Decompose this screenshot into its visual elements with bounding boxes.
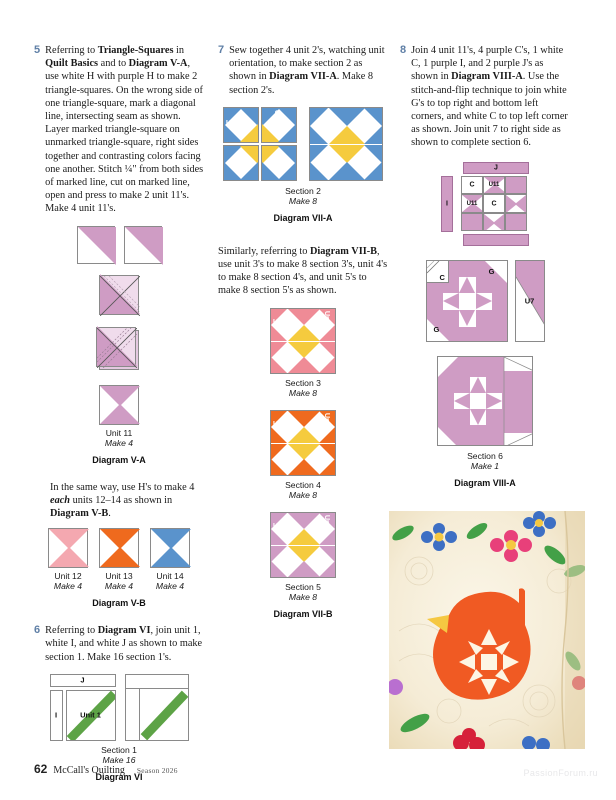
page-number: 62 bbox=[34, 762, 48, 776]
patch-c-label-1: C bbox=[469, 181, 475, 189]
viib-section-3-caption bbox=[218, 378, 388, 398]
viib-section-5 bbox=[218, 512, 388, 578]
section-4-block bbox=[270, 410, 336, 476]
va-triangle-square-pair bbox=[34, 226, 204, 264]
watermark: PassionForum.ru bbox=[523, 768, 598, 778]
patch-i-left-label: I bbox=[446, 200, 448, 208]
hourglass-unit-14 bbox=[150, 528, 190, 568]
yellow-triangle-m7 bbox=[347, 145, 365, 163]
vb-unit-13-make: Make 4 bbox=[104, 581, 134, 592]
diagram-v-b-intro: In the same way, use H's to make 4 each units 12–14 as shown in Diagram V-B. bbox=[50, 481, 195, 520]
viia-caption-unit: Section 2 bbox=[285, 185, 321, 196]
purple-triangle-b1 bbox=[271, 561, 287, 577]
purple-triangle-m8 bbox=[319, 546, 335, 562]
viiia-title: Diagram VIII-A bbox=[454, 477, 516, 488]
point-triangle bbox=[459, 277, 475, 293]
vb-unit-13-label: Unit 13 bbox=[105, 571, 133, 582]
orange-triangle-t3 bbox=[304, 411, 320, 427]
unit-1-label: Unit 1 bbox=[80, 710, 101, 720]
yellow-triangle-m7 bbox=[304, 444, 320, 460]
patch-purple-1 bbox=[505, 176, 527, 195]
triangle-square-unmarked bbox=[77, 226, 115, 264]
column-right bbox=[400, 44, 570, 488]
vb-unit-13-caption bbox=[99, 571, 139, 591]
step-5-number: 5 bbox=[34, 44, 41, 56]
orange-triangle-m8 bbox=[319, 444, 335, 460]
purple-triangle-m5 bbox=[271, 546, 287, 562]
column-left bbox=[34, 44, 204, 782]
unit-11-hourglass-left bbox=[461, 194, 483, 213]
step-8 bbox=[400, 44, 570, 150]
step-6-number: 6 bbox=[34, 624, 41, 637]
blue-triangle-bottom bbox=[151, 547, 191, 567]
pink-triangle-m1 bbox=[271, 325, 287, 341]
patch-j bbox=[50, 674, 116, 687]
blue-triangle-br bbox=[278, 162, 296, 180]
viia-layout bbox=[218, 107, 388, 181]
column-middle bbox=[218, 44, 388, 619]
step-6-text: Referring to Diagram VI, join unit 1, white I, and white J as shown to make section 1. Make 16 section 1's. bbox=[45, 625, 203, 663]
unit-4-label-b: Unit 4 bbox=[323, 412, 330, 433]
vb-unit-14 bbox=[150, 528, 190, 591]
purple-triangle-top bbox=[100, 386, 140, 406]
blue-triangle-b3 bbox=[347, 162, 365, 180]
step-5-text: Referring to Triangle-Squares in Quilt Basics and to Diagram V-A, use white H with purple H to make 2 triangle-squares. On the wrong side of one triangle-square, mark a diagonal line, intersecting seam as shown. Layer marked triangle-square on unmarked triangle-square, right sides together and contrasting colors facing one another. Stitch ¼" from both sides of marked line, cut on marked line, open and press to make 2 unit 11's. Make 4 unit 11's. bbox=[45, 45, 204, 215]
unit-2-patch-tr bbox=[261, 107, 297, 143]
yellow-triangle-m6 bbox=[288, 546, 304, 562]
section-3-caption-make: Make 8 bbox=[288, 387, 318, 398]
blue-triangle-m8 bbox=[364, 145, 382, 163]
point-triangle bbox=[486, 393, 502, 409]
viib-title: Diagram VII-B bbox=[273, 608, 333, 619]
vb-unit-14-make: Make 4 bbox=[155, 581, 185, 592]
flip-corner-g-top-label: G bbox=[488, 266, 495, 276]
section-5-caption-make: Make 8 bbox=[288, 591, 318, 602]
point-triangle bbox=[476, 293, 492, 309]
star-point-right bbox=[476, 293, 493, 310]
viib-section-3 bbox=[218, 308, 388, 374]
viiia-caption bbox=[400, 451, 570, 471]
viia-title: Diagram VII-A bbox=[273, 212, 333, 223]
star-point-bottom bbox=[459, 310, 476, 327]
viib-section-4 bbox=[218, 410, 388, 476]
point-triangle bbox=[454, 393, 470, 409]
step-5 bbox=[34, 44, 204, 216]
section-3-block bbox=[270, 308, 336, 374]
unit-2-label-tl: Unit 2 bbox=[226, 119, 246, 127]
section-5-block bbox=[270, 512, 336, 578]
vb-unit-14-caption bbox=[150, 571, 190, 591]
yellow-triangle-m3 bbox=[304, 529, 320, 545]
vb-unit-12-make: Make 4 bbox=[53, 581, 83, 592]
viia-exploded bbox=[223, 107, 297, 181]
blue-triangle-m4 bbox=[364, 126, 382, 144]
step-6 bbox=[34, 624, 204, 664]
orange-triangle-m5 bbox=[271, 444, 287, 460]
purple-triangle bbox=[125, 227, 163, 265]
purple-triangle bbox=[78, 227, 116, 265]
yellow-triangle-m7 bbox=[304, 546, 320, 562]
step-7 bbox=[218, 44, 388, 97]
vb-unit-12 bbox=[48, 528, 88, 591]
unit-11-hourglass-top bbox=[483, 176, 505, 195]
blue-triangle-b1 bbox=[310, 162, 328, 180]
quilt-photo-illustration bbox=[389, 511, 585, 749]
vb-unit-13 bbox=[99, 528, 139, 591]
yellow-triangle-m7 bbox=[304, 342, 320, 358]
stitch-lines-icon bbox=[97, 328, 137, 368]
purple-triangle-right bbox=[515, 195, 526, 213]
vb-unit-14-label: Unit 14 bbox=[156, 571, 184, 582]
unit-3-label-b: Unit 3 bbox=[323, 310, 330, 331]
magazine-title: McCall's Quilting bbox=[53, 765, 125, 776]
vi-assembled bbox=[125, 674, 189, 741]
yellow-triangle-m2 bbox=[288, 325, 304, 341]
patch-c-white-2 bbox=[483, 194, 505, 213]
viiia-stage-exploded bbox=[400, 162, 570, 246]
unit-2-patch-br bbox=[261, 145, 297, 181]
viiia-nine-patch bbox=[461, 176, 527, 232]
blue-triangle-br bbox=[240, 162, 258, 180]
step-8-number: 8 bbox=[400, 44, 407, 56]
green-stem-icon bbox=[126, 675, 189, 741]
va-caption-unit: Unit 11 bbox=[105, 427, 133, 438]
blue-triangle-br bbox=[278, 124, 296, 142]
vb-units-row bbox=[34, 528, 204, 591]
viiia-stage-final bbox=[400, 356, 570, 488]
orange-triangle-m1 bbox=[271, 427, 287, 443]
unit-7-strip bbox=[515, 260, 545, 342]
hourglass-unit-13 bbox=[99, 528, 139, 568]
patch-c-label-2: C bbox=[491, 200, 497, 208]
star-point-left bbox=[443, 293, 460, 310]
orange-triangle-top bbox=[100, 529, 140, 549]
pink-triangle-b4 bbox=[319, 357, 335, 373]
issue-season: Season 2026 bbox=[136, 766, 178, 775]
purple-triangle-m1 bbox=[271, 529, 287, 545]
va-unit-11-result bbox=[34, 385, 204, 425]
viiia-stage-star bbox=[400, 260, 570, 342]
patch-c-white-1 bbox=[461, 176, 483, 195]
viib-section-5-caption bbox=[218, 582, 388, 602]
star-center bbox=[470, 393, 486, 409]
va-caption bbox=[34, 428, 204, 448]
blue-triangle-b2 bbox=[329, 162, 347, 180]
viib-section-4-caption bbox=[218, 480, 388, 500]
flip-corner-c-label: C bbox=[439, 272, 445, 282]
blue-triangle-top bbox=[151, 529, 191, 549]
blue-triangle-m1 bbox=[310, 126, 328, 144]
triangle-square-marked bbox=[124, 226, 162, 264]
section-4-caption-make: Make 8 bbox=[288, 489, 318, 500]
pink-triangle-b3 bbox=[304, 357, 320, 373]
yellow-triangle-m6 bbox=[288, 342, 304, 358]
hourglass-unit-12 bbox=[48, 528, 88, 568]
vi-lower-row bbox=[50, 690, 116, 741]
pink-triangle-m5 bbox=[271, 342, 287, 358]
diagram-v-a bbox=[34, 226, 204, 465]
orange-triangle-b2 bbox=[288, 459, 304, 475]
viiia-exploded-group bbox=[441, 162, 529, 246]
unit-7-label: U7 bbox=[524, 296, 535, 306]
unit-3-label-a: Unit 3 bbox=[273, 318, 293, 326]
flip-marking-icon bbox=[427, 261, 449, 283]
quilt-photo bbox=[389, 511, 585, 749]
orange-triangle-b1 bbox=[271, 459, 287, 475]
section-6-block bbox=[437, 356, 533, 446]
pink-triangle-bottom bbox=[49, 547, 89, 567]
pink-triangle-t3 bbox=[304, 309, 320, 325]
step-7-number: 7 bbox=[218, 44, 225, 56]
page-footer bbox=[34, 762, 178, 776]
flip-corner-c bbox=[427, 261, 449, 283]
unit-4-label-a: Unit 4 bbox=[273, 420, 293, 428]
pink-triangle-b2 bbox=[288, 357, 304, 373]
patch-j-top-label: J bbox=[494, 164, 498, 172]
viia-caption-make: Make 8 bbox=[288, 195, 318, 206]
vb-unit-12-caption bbox=[48, 571, 88, 591]
viia-caption bbox=[218, 186, 388, 206]
point-triangle bbox=[459, 310, 475, 326]
layered-square bbox=[99, 275, 139, 315]
viiia-star-row bbox=[400, 260, 570, 342]
section-3-caption-unit: Section 3 bbox=[285, 377, 321, 388]
yellow-triangle-m3 bbox=[347, 126, 365, 144]
viiia-middle-row bbox=[441, 176, 529, 232]
yellow-triangle-m2 bbox=[288, 427, 304, 443]
purple-triangle-bottom bbox=[100, 404, 140, 424]
section-2-block bbox=[309, 107, 383, 181]
vi-caption-unit: Section 1 bbox=[101, 744, 137, 755]
pink-triangle-b1 bbox=[271, 357, 287, 373]
purple-triangle-t3 bbox=[304, 513, 320, 529]
point-triangle bbox=[443, 293, 459, 309]
point-triangle bbox=[470, 409, 486, 425]
va-layered-marked-2 bbox=[34, 327, 204, 373]
patch-j-label: J bbox=[80, 675, 85, 685]
diagram-vii-a bbox=[218, 107, 388, 223]
section-4-caption-unit: Section 4 bbox=[285, 479, 321, 490]
diagram-vii-b bbox=[218, 308, 388, 619]
orange-triangle-bottom bbox=[100, 547, 140, 567]
step-8-text: Join 4 unit 11's, 4 purple C's, 1 white C, 1 purple I, and 2 purple J's as shown in Diagram VIII-A. Use the stitch-and-flip technique to join white G's to top right and bottom left corners, and white C to top left corner as shown. Join unit 7 to right side as shown to complete section 6. bbox=[411, 45, 568, 149]
vi-caption-make: Make 16 bbox=[102, 754, 136, 765]
unit-2-label-tr: Unit 2 bbox=[273, 109, 280, 130]
unit-5-label-a: Unit 5 bbox=[273, 522, 293, 530]
marking-lines-icon bbox=[100, 276, 140, 316]
patch-i-left bbox=[441, 176, 453, 232]
layered-square-front bbox=[96, 327, 136, 367]
viiia-caption-make: Make 1 bbox=[470, 460, 500, 471]
orange-triangle-b4 bbox=[319, 459, 335, 475]
yellow-triangle-m6 bbox=[288, 444, 304, 460]
star-block-with-flip-corners bbox=[426, 260, 508, 342]
star-point-bottom bbox=[470, 409, 486, 425]
star-point-top bbox=[470, 377, 486, 393]
unit-11-hourglass-bottom bbox=[483, 213, 505, 232]
vi-exploded bbox=[50, 674, 116, 741]
yellow-triangle-m2 bbox=[288, 529, 304, 545]
patch-i-label: I bbox=[54, 710, 58, 720]
section-5-caption-unit: Section 5 bbox=[285, 581, 321, 592]
vb-title: Diagram V-B bbox=[92, 598, 146, 609]
vb-unit-12-label: Unit 12 bbox=[54, 571, 82, 582]
star-point-right bbox=[486, 393, 502, 409]
vi-layout bbox=[34, 674, 204, 741]
pink-triangle-m8 bbox=[319, 342, 335, 358]
unit-11-hourglass-right bbox=[505, 194, 527, 213]
star-point-left bbox=[454, 393, 470, 409]
purple-triangle-b2 bbox=[288, 561, 304, 577]
diagram-v-b bbox=[34, 528, 204, 608]
unit-2-patch-bl bbox=[223, 145, 259, 181]
yellow-triangle-m2 bbox=[329, 126, 347, 144]
orange-triangle-b3 bbox=[304, 459, 320, 475]
blue-triangle-tl bbox=[310, 108, 328, 126]
patch-purple-3 bbox=[505, 213, 527, 232]
blue-triangle-m5 bbox=[310, 145, 328, 163]
hourglass-unit-11 bbox=[99, 385, 139, 425]
viiia-caption-unit: Section 6 bbox=[467, 450, 503, 461]
star-center bbox=[459, 293, 476, 310]
yellow-triangle-m3 bbox=[304, 427, 320, 443]
star-point-top bbox=[459, 277, 476, 294]
blue-triangle-t4 bbox=[364, 108, 382, 126]
va-title: Diagram V-A bbox=[92, 454, 146, 465]
unit-11-label-left: U11 bbox=[466, 200, 478, 207]
patch-j-bottom bbox=[463, 234, 529, 246]
unit-2-patch-tl bbox=[223, 107, 259, 143]
section-1-block bbox=[125, 674, 189, 741]
pink-triangle-top bbox=[49, 529, 89, 549]
patch-i bbox=[50, 690, 63, 741]
purple-triangle-b3 bbox=[304, 561, 320, 577]
yellow-triangle-m3 bbox=[304, 325, 320, 341]
unit-5-label-b: Unit 5 bbox=[323, 514, 330, 535]
diagram-vii-b-intro: Similarly, referring to Diagram VII-B, use unit 3's to make 8 section 3's, unit 4's to make 8 section 4's, and unit 5's to make 8 section 5's as shown. bbox=[218, 245, 388, 297]
blue-triangle-b4 bbox=[364, 162, 382, 180]
va-layered-marked-1 bbox=[34, 275, 204, 315]
star-corner-br bbox=[476, 310, 493, 327]
purple-triangle-right bbox=[493, 214, 504, 232]
section-6-star bbox=[454, 377, 502, 425]
sawtooth-star bbox=[443, 277, 493, 327]
vi-title: Diagram VI bbox=[95, 771, 143, 782]
yellow-triangle-m6 bbox=[329, 145, 347, 163]
patch-j-top bbox=[463, 162, 529, 174]
unit-1-patch bbox=[66, 690, 116, 741]
blue-triangle-t3 bbox=[347, 108, 365, 126]
purple-triangle-b4 bbox=[319, 561, 335, 577]
flip-corner-g-bottom-label: G bbox=[433, 324, 440, 334]
point-triangle bbox=[470, 377, 486, 393]
va-caption-make: Make 4 bbox=[104, 437, 134, 448]
blue-triangle-t2 bbox=[329, 108, 347, 126]
patch-purple-2 bbox=[461, 213, 483, 232]
unit-11-label-top: U11 bbox=[488, 181, 500, 188]
step-7-text: Sew together 4 unit 2's, watching unit orientation, to make section 2 as shown in Diagram VII-A. Make 8 section 2's. bbox=[229, 45, 385, 96]
